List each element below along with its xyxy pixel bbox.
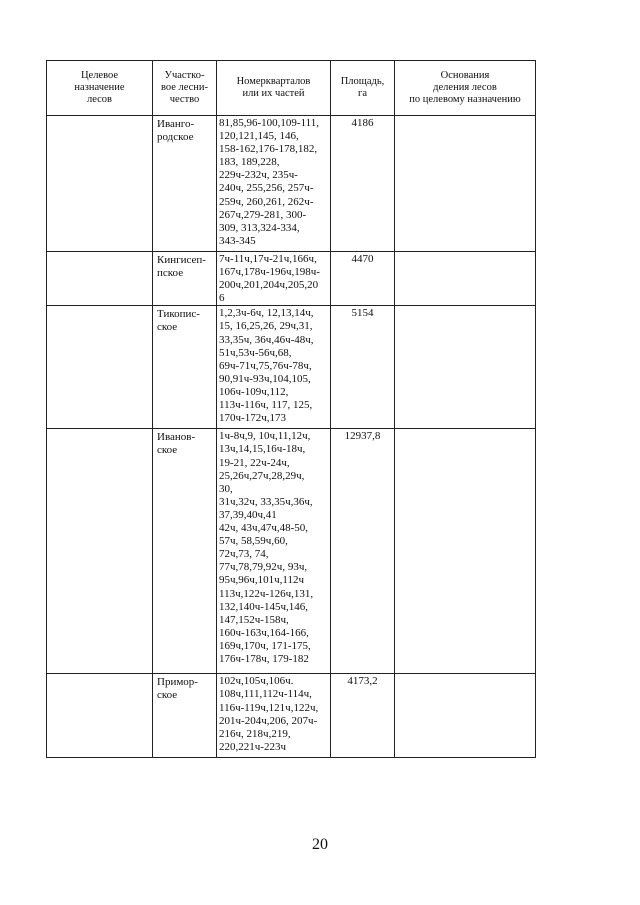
purpose-cell <box>47 429 153 674</box>
grounds-cell <box>395 674 536 758</box>
header-forestry: Участко- вое лесни- чество <box>153 61 217 116</box>
table-header-row <box>47 61 536 116</box>
table-row <box>47 252 536 306</box>
quarters-cell: 1,2,3ч-6ч, 12,13,14ч, 15, 16,25,26, 29ч,31, 33,35ч, 36ч,46ч-48ч, 51ч,53ч-56ч,68, 69ч-71ч,75,76ч-78ч, 90,91ч-93ч,104,105, 106ч-109ч,112, 113ч-116ч, 117, 125, 170ч-172ч,173 <box>217 306 331 429</box>
grounds-cell <box>395 306 536 429</box>
forest-purpose-table <box>46 60 536 758</box>
quarters-cell: 81,85,96-100,109-111, 120,121,145, 146, 158-162,176-178,182, 183, 189,228, 229ч-232ч, 235ч- 240ч, 255,256, 257ч- 259ч, 260,261, 262ч- 267ч,279-281, 300- 309, 313,324-334, 343-345 <box>217 116 331 252</box>
quarters-cell: 102ч,105ч,106ч. 108ч,111,112ч-114ч, 116ч-119ч,121ч,122ч, 201ч-204ч,206, 207ч- 216ч, 218ч,219, 220,221ч-223ч <box>217 674 331 758</box>
purpose-cell <box>47 116 153 252</box>
purpose-cell <box>47 252 153 306</box>
quarters-cell: 1ч-8ч,9, 10ч,11,12ч, 13ч,14,15,16ч-18ч, 19-21, 22ч-24ч, 25,26ч,27ч,28,29ч, 30, 31ч,32ч, 33,35ч,36ч, 37,39,40ч,41 42ч, 43ч,47ч,48-50, 57ч, 58,59ч,60, 72ч,73, 74, 77ч,78,79,92ч, 93ч, 95ч,96ч,101ч,112ч 113ч,122ч-126ч,131, 132,140ч-145ч,146, 147,152ч-158ч, 160ч-163ч,164-166, 169ч,170ч, 171-175, 176ч-178ч, 179-182 <box>217 429 331 674</box>
grounds-cell <box>395 252 536 306</box>
header-purpose: Целевое назначение лесов <box>47 61 153 116</box>
purpose-cell <box>47 674 153 758</box>
header-quarters: Номеркварталов или их частей <box>217 61 331 116</box>
table-row <box>47 116 536 252</box>
forestry-cell: Кингисеп- пское <box>153 252 217 306</box>
area-cell: 4470 <box>331 252 395 306</box>
grounds-cell <box>395 116 536 252</box>
table-row <box>47 674 536 758</box>
area-cell: 5154 <box>331 306 395 429</box>
area-cell: 4173,2 <box>331 674 395 758</box>
header-grounds: Основания деления лесов по целевому назначению <box>395 61 536 116</box>
forestry-cell: Тикопис- ское <box>153 306 217 429</box>
forestry-cell: Иванов- ское <box>153 429 217 674</box>
quarters-cell: 7ч-11ч,17ч-21ч,166ч, 167ч,178ч-196ч,198ч- 200ч,201,204ч,205,20 6 <box>217 252 331 306</box>
forestry-cell: Иванго- родское <box>153 116 217 252</box>
grounds-cell <box>395 429 536 674</box>
forestry-cell: Примор- ское <box>153 674 217 758</box>
table-row <box>47 306 536 429</box>
purpose-cell <box>47 306 153 429</box>
header-area: Площадь, га <box>331 61 395 116</box>
page-number: 20 <box>312 836 328 853</box>
table-row <box>47 429 536 674</box>
area-cell: 12937,8 <box>331 429 395 674</box>
area-cell: 4186 <box>331 116 395 252</box>
